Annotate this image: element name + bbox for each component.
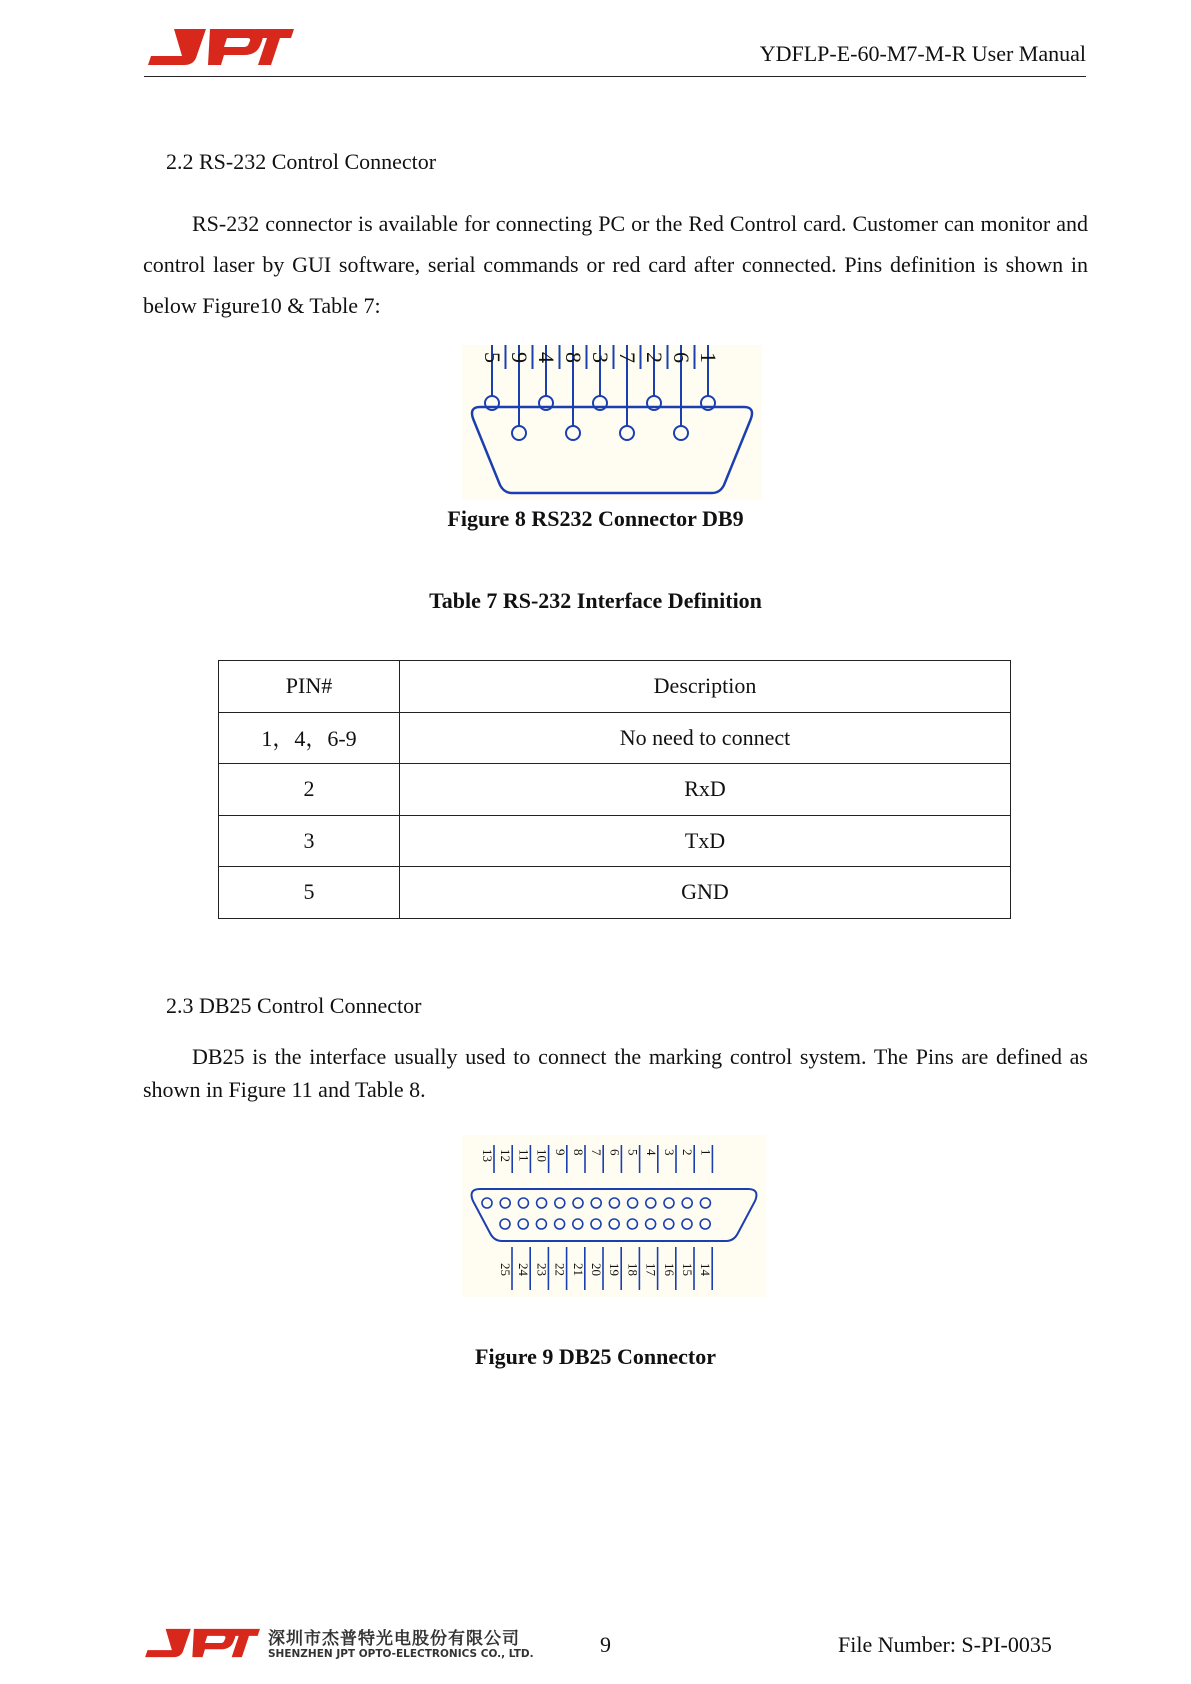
db25-connector-diagram: [462, 1135, 766, 1297]
section-heading-db25: 2.3 DB25 Control Connector: [166, 993, 422, 1018]
db25-top-pin-label: 11: [516, 1149, 532, 1162]
db25-bottom-pin-label: 17: [643, 1263, 659, 1276]
db25-bottom-pin-label: 25: [498, 1263, 513, 1276]
cell-description: TxD: [400, 815, 1011, 867]
db25-top-pin-label: 12: [498, 1149, 514, 1162]
db9-pin-label: 3: [588, 352, 613, 363]
rs232-paragraph: RS-232 connector is available for connecting PC or the Red Control card. Customer can monitor and control laser by GUI software, serial commands or red card after connected. Pins definition is shown in below Figure10 & Table 7:: [143, 211, 1088, 318]
db25-bottom-pin-label: 16: [661, 1263, 677, 1276]
rs232-definition-table: [218, 660, 1011, 919]
db25-top-pin-label: 10: [534, 1149, 550, 1162]
jpt-logo: [144, 26, 294, 68]
header-pin: PIN#: [219, 661, 400, 713]
table-header-row: [219, 661, 1011, 713]
table-row: [219, 867, 1011, 919]
db9-pin-label: 6: [669, 352, 694, 363]
header-divider: [144, 76, 1086, 77]
rs232-description: [143, 203, 1088, 326]
db9-pin-label: 8: [561, 352, 586, 363]
db25-top-pin-label: 2: [680, 1149, 696, 1156]
table-row: [219, 815, 1011, 867]
db25-bottom-pin-label: 19: [607, 1263, 623, 1276]
db25-top-pin-label: 5: [625, 1149, 641, 1156]
db25-top-pin-label: 3: [662, 1149, 677, 1156]
db9-connector-diagram: [462, 345, 762, 500]
db9-pin-label: 5: [480, 352, 505, 363]
cell-description: No need to connect: [400, 712, 1011, 764]
db25-bottom-pin-label: 18: [625, 1263, 641, 1276]
figure-background: [462, 345, 762, 500]
cell-pin: 2: [219, 764, 400, 816]
figure9-caption: Figure 9 DB25 Connector: [475, 1344, 716, 1369]
figure8-caption: Figure 8 RS232 Connector DB9: [447, 506, 744, 531]
document-title: YDFLP-E-60-M7-M-R User Manual: [759, 41, 1086, 66]
table7-caption: Table 7 RS-232 Interface Definition: [429, 588, 762, 613]
cell-pin: 5: [219, 867, 400, 919]
db25-bottom-pin-label: 22: [552, 1263, 568, 1276]
db25-bottom-pin-label: 20: [589, 1263, 604, 1276]
db25-paragraph: DB25 is the interface usually used to connect the marking control system. The Pins are defined as shown in Figure 11 and Table 8.: [143, 1044, 1088, 1102]
db25-description: [143, 1040, 1088, 1106]
db25-top-pin-label: 8: [571, 1149, 586, 1156]
footer-jpt-logo: [142, 1626, 260, 1660]
db25-top-pin-label: 9: [552, 1149, 568, 1156]
table-row: [219, 764, 1011, 816]
cell-pin: 1，4，6-9: [219, 712, 400, 764]
db9-pin-label: 1: [696, 352, 721, 363]
db25-top-pin-label: 6: [607, 1149, 623, 1156]
cell-description: RxD: [400, 764, 1011, 816]
company-name-chinese: 深圳市杰普特光电股份有限公司: [268, 1629, 520, 1649]
cell-pin: 3: [219, 815, 400, 867]
header-description: Description: [400, 661, 1011, 713]
db25-bottom-pin-label: 14: [698, 1263, 714, 1276]
db25-bottom-pin-label: 15: [680, 1263, 695, 1276]
db25-top-pin-label: 4: [643, 1149, 659, 1156]
db9-pin-label: 4: [534, 352, 559, 363]
company-name-english: SHENZHEN JPT OPTO-ELECTRONICS CO., LTD.: [268, 1648, 534, 1660]
db25-bottom-pin-label: 24: [516, 1263, 532, 1276]
cell-description: GND: [400, 867, 1011, 919]
file-number: File Number: S-PI-0035: [838, 1632, 1052, 1657]
db25-top-pin-label: 7: [589, 1149, 605, 1156]
db25-top-pin-label: 13: [480, 1149, 495, 1162]
db25-bottom-pin-label: 21: [570, 1263, 586, 1276]
db9-pin-label: 2: [642, 352, 667, 363]
db25-top-pin-label: 1: [698, 1149, 714, 1156]
table-row: [219, 712, 1011, 764]
db9-pin-label: 9: [507, 352, 532, 363]
section-heading-rs232: 2.2 RS-232 Control Connector: [166, 149, 437, 174]
page-number: 9: [600, 1632, 611, 1657]
db25-bottom-pin-label: 23: [534, 1263, 550, 1276]
db9-pin-label: 7: [615, 352, 640, 363]
